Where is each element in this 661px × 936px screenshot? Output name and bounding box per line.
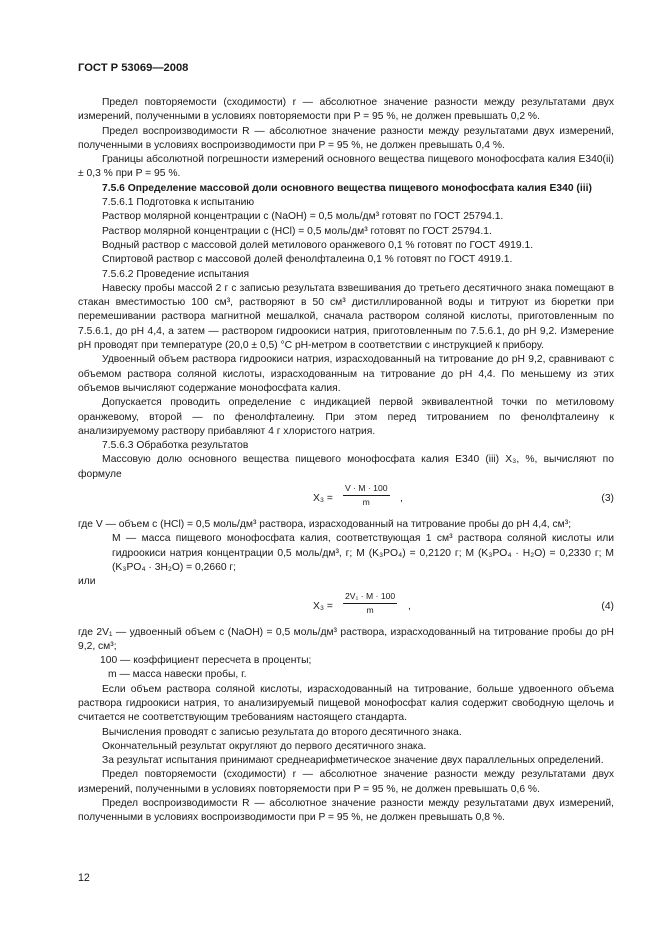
where-m: M — масса пищевого монофосфата калия, соответствующая 1 см³ раствора соляной кислоты или гидроокиси натрия концентрации 0,5 моль/дм³, г; M (K₃PO₄) = 0,2120 г; M (K₃PO₄ · H₂O) = 0,2330 г; M (K₃PO₄ · 3H₂O) = 0,2660 г; bbox=[112, 533, 614, 573]
paragraph-rounding: Окончательный результат округляют до первого десятичного знака. bbox=[102, 740, 427, 752]
page-number: 12 bbox=[78, 872, 90, 884]
paragraph-error-bounds: Границы абсолютной погрешности измерений основного вещества пищевого монофосфата калия Е340(ii) ± 0,3 % при P = 95 %. bbox=[78, 154, 614, 180]
formula-4-lhs: X₃ = bbox=[313, 600, 333, 612]
reagent-naoh: Раствор молярной концентрации c (NaOH) = 0,5 моль/дм³ готовят по ГОСТ 25794.1. bbox=[102, 211, 504, 223]
formula-3-number: (3) bbox=[601, 493, 614, 505]
paragraph-repeatability-limit-2: Предел повторяемости (сходимости) r — абсолютное значение разности между результатами двух измерений, полученными в условиях повторяемости при P = 95 %, не должен превышать 0,6 %. bbox=[78, 769, 614, 795]
formula-3-denominator: m bbox=[362, 497, 370, 508]
paragraph-indicator-option: Допускается проводить определение с индикацией первой эквивалентной точки по метиловому оранжевому, второй — по фенолфталеину. При этом перед титрованием по фенолфталеину к анализируемому раствору прибавляют 4 г хлористого натрия. bbox=[78, 397, 614, 437]
formula-3 bbox=[78, 482, 614, 518]
formula-4-comma: , bbox=[408, 600, 411, 612]
or-label: или bbox=[78, 576, 96, 588]
paragraph-calculation-precision: Вычисления проводят с записью результата до второго десятичного знака. bbox=[102, 726, 462, 738]
paragraph-mean-result: За результат испытания принимают среднеарифметическое значение двух параллельных определений. bbox=[102, 755, 604, 767]
subsection-heading-7-5-6-3: 7.5.6.3 Обработка результатов bbox=[102, 440, 249, 452]
document-header: ГОСТ Р 53069—2008 bbox=[78, 62, 189, 74]
reagent-hcl: Раствор молярной концентрации c (HCl) = 0,5 моль/дм³ готовят по ГОСТ 25794.1. bbox=[102, 225, 492, 237]
subsection-heading-7-5-6-1: 7.5.6.1 Подготовка к испытанию bbox=[102, 197, 255, 209]
subsection-heading-7-5-6-2: 7.5.6.2 Проведение испытания bbox=[102, 268, 250, 280]
formula-4 bbox=[78, 590, 614, 626]
section-heading-7-5-6: 7.5.6 Определение массовой доли основного вещества пищевого монофосфата калия Е340 (iii) bbox=[102, 182, 592, 194]
formula-3-lhs: X₃ = bbox=[313, 493, 333, 505]
paragraph-free-alkali: Если объем раствора соляной кислоты, израсходованный на титрование, больше удвоенного объема раствора гидроокиси натрия, то анализируемый пищевой монофосфат калия содержит свободную щелочь и считается не соответствующим требованиям настоящего стандарта. bbox=[78, 683, 614, 724]
where-m-mass: m — масса навески пробы, г. bbox=[108, 669, 247, 681]
paragraph-reproducibility-limit: Предел воспроизводимости R — абсолютное значение разности между результатами двух измерений, полученными в условиях воспроизводимости при P = 95 %, не должен превышать 0,4 %. bbox=[78, 125, 614, 151]
paragraph-volume-comparison: Удвоенный объем раствора гидроокиси натрия, израсходованный на титрование до pH 9,2, сравнивают с объемом раствора соляной кислоты, израсходованным на титрование до pH 4,4. По меньшему из этих объемов вычисляют содержание монофосфата калия. bbox=[78, 354, 614, 394]
paragraph-repeatability-limit: Предел повторяемости (сходимости) r — абсолютное значение разности между результатами двух измерений, полученными в условиях повторяемости при P = 95 %, не должен превышать 0,2 %. bbox=[78, 97, 614, 123]
paragraph-reproducibility-limit-2: Предел воспроизводимости R — абсолютное значение разности между результатами двух измерений, полученными в условиях воспроизводимости при P = 95 %, не должен превышать 0,8 %. bbox=[78, 798, 614, 824]
formula-4-denominator: m bbox=[366, 604, 374, 615]
where-2v1: где 2V₁ — удвоенный объем c (NaOH) = 0,5 моль/дм³ раствора, израсходованный на титрование пробы до pH 9,2, см³; bbox=[78, 626, 614, 652]
formula-3-comma: , bbox=[400, 493, 403, 505]
formula-4-numerator: 2V₁ · M · 100 bbox=[345, 590, 396, 601]
where-v: где V — объем c (HCl) = 0,5 моль/дм³ раствора, израсходованный на титрование пробы до pH 4,4, см³; bbox=[78, 519, 572, 531]
formula-4-number: (4) bbox=[601, 600, 614, 612]
formula-3-numerator: V · M · 100 bbox=[345, 483, 388, 494]
document-body bbox=[78, 96, 614, 826]
formula-4-fraction bbox=[343, 590, 397, 617]
paragraph-titration-procedure: Навеску пробы массой 2 г с записью результата взвешивания до третьего десятичного знака помещают в стакан вместимостью 100 см³, растворяют в 50 см³ дистиллированной воды и титруют из бюретки при перемешивании раствора магнитной мешалкой, сначала раствором соляной кислоты, приготовленным по 7.5.6.1, до pH 4,4, а затем — раствором гидроокиси натрия, приготовленным по 7.5.6.1, до pH 9,2. Измерение pH проводят при температуре (20,0 ± 0,5) °С pH-метром в соответствии с инструкцией к прибору. bbox=[78, 282, 614, 352]
paragraph-formula-intro: Массовую долю основного вещества пищевого монофосфата калия Е340 (iii) X₃, %, вычисляют по формуле bbox=[78, 454, 614, 480]
reagent-methyl-orange: Водный раствор с массовой долей метилового оранжевого 0,1 % готовят по ГОСТ 4919.1. bbox=[102, 239, 534, 251]
where-100: 100 — коэффициент пересчета в проценты; bbox=[100, 655, 312, 667]
reagent-phenolphthalein: Спиртовой раствор с массовой долей фенолфталеина 0,1 % готовят по ГОСТ 4919.1. bbox=[102, 254, 513, 266]
formula-3-fraction bbox=[343, 482, 390, 509]
